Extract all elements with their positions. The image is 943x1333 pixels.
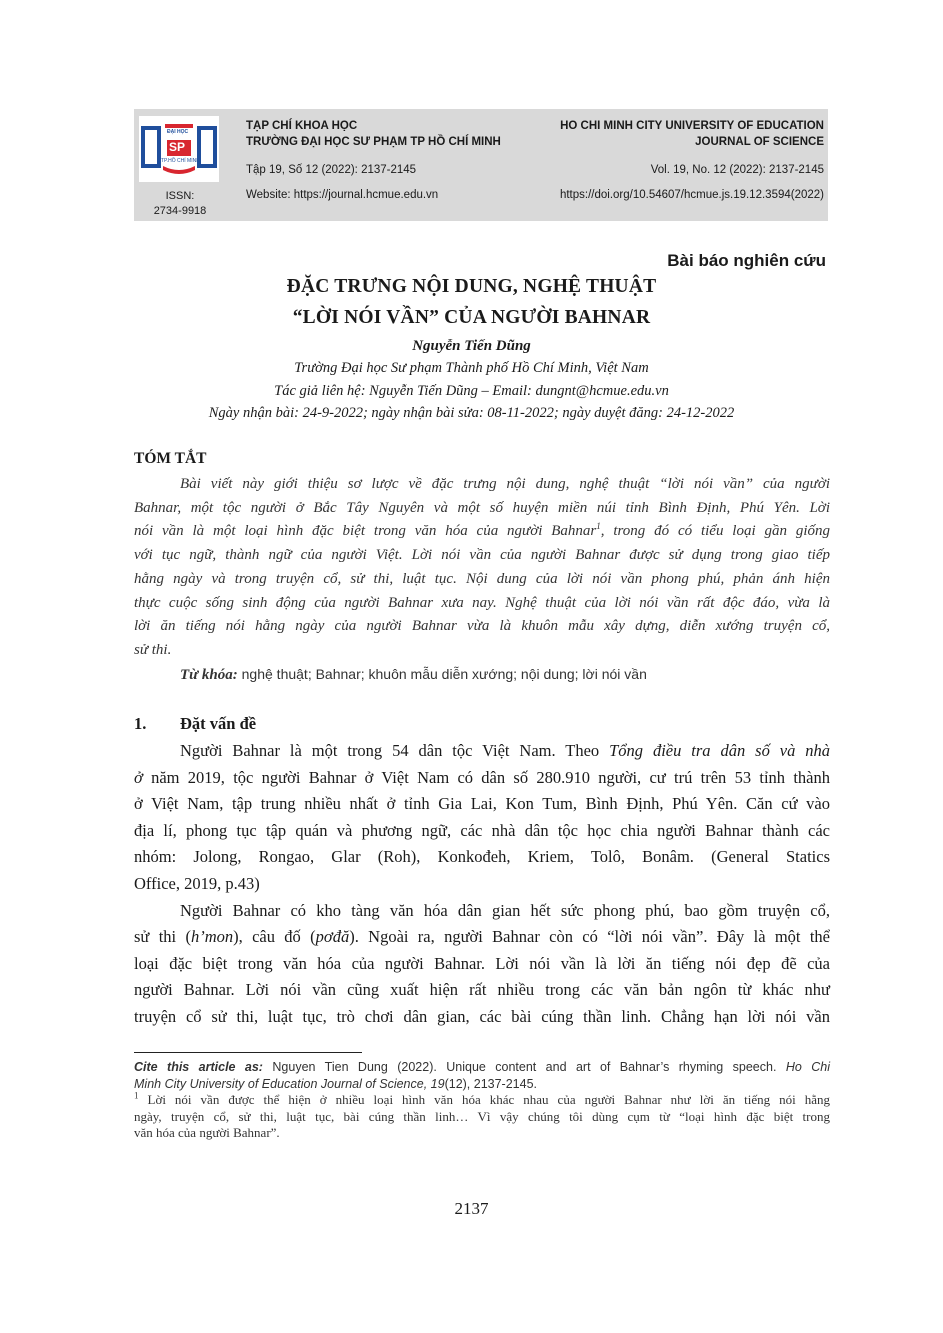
footnote-text: Lời nói vần được thể hiện ở nhiều loại hình văn hóa khác nhau của người Bahnar như lời ăn tiếng nói hằng	[138, 1092, 830, 1107]
body-line	[134, 924, 830, 951]
website-link[interactable]: Website: https://journal.hcmue.edu.vn	[246, 189, 439, 201]
footnote-1-line	[134, 1092, 830, 1109]
cite-text: (12), 2137-2145.	[444, 1076, 538, 1091]
body-line: Office, 2019, p.43)	[134, 873, 260, 893]
journal-name-vi-line2: TRƯỜNG ĐẠI HỌC SƯ PHẠM TP HỒ CHÍ MINH	[246, 136, 501, 148]
body-line-part: sử thi (	[134, 927, 191, 947]
citation-line	[134, 1076, 830, 1093]
footnote-divider	[134, 1052, 362, 1053]
logo-text-bottom: TP.HỒ CHÍ MINH	[161, 158, 200, 164]
body-line	[134, 765, 830, 792]
contact-author: Tác giả liên hệ: Nguyễn Tiến Dũng – Email: dungnt@hcmue.edu.vn	[274, 383, 669, 399]
term-poda: pơđă	[315, 927, 350, 947]
abstract-heading: TÓM TẮT	[134, 450, 207, 467]
volume-vi: Tập 19, Số 12 (2022): 2137-2145	[246, 164, 417, 176]
section-number: 1.	[134, 714, 147, 733]
submission-dates: Ngày nhận bài: 24-9-2022; ngày nhận bài sửa: 08-11-2022; ngày duyệt đăng: 24-12-2022	[208, 405, 735, 421]
doi-link[interactable]: https://doi.org/10.54607/hcmue.js.19.12.3594(2022)	[559, 189, 824, 201]
abstract-line: thực cuộc sống sinh động của người Bahnar xưa nay. Nghệ thuật của lời nói vần rất độc đáo, vừa là	[134, 594, 830, 611]
cite-text: Nguyen Tien Dung (2022). Unique content and art of Bahnar’s rhyming speech.	[262, 1060, 786, 1074]
survey-title: Tổng điều tra dân số và nhà	[609, 741, 830, 760]
logo-text-top: ĐẠI HỌC	[167, 129, 189, 135]
body-line: Người Bahnar có kho tàng văn hóa dân gian hết sức phong phú, bao gồm truyện cổ,	[180, 900, 830, 920]
abstract-line: lời ăn tiếng nói hằng ngày của người Bahnar vừa là khuôn mẫu xây dựng, diễn xướng truyện cổ,	[134, 618, 830, 635]
body-line: ở Việt Nam, tập trung nhiều nhất ở tỉnh Gia Lai, Kon Tum, Bình Định, Phú Yên. Căn cứ vào	[134, 794, 830, 814]
abstract-body	[134, 473, 830, 663]
issn-label: ISSN:	[165, 190, 195, 202]
abstract-line-part: nói vần là một loại hình đặc biệt trong văn hóa của người Bahnar	[134, 523, 597, 540]
journal-name-en-line1: HO CHI MINH CITY UNIVERSITY OF EDUCATION	[560, 120, 824, 132]
abstract-line: hằng ngày và trong truyện cổ, sử thi, luật tục. Nội dung của lời nói vần phong phú, phản ánh hiện	[134, 570, 830, 587]
article-title-line2: “LỜI NÓI VẦN” CỦA NGƯỜI BAHNAR	[292, 307, 651, 328]
volume-en: Vol. 19, No. 12 (2022): 2137-2145	[650, 164, 824, 176]
footnotes	[134, 1059, 830, 1142]
cite-journal: Ho Chi	[785, 1060, 830, 1074]
citation-line	[134, 1059, 830, 1076]
article-title-line1: ĐẶC TRƯNG NỘI DUNG, NGHỆ THUẬT	[286, 276, 657, 297]
abstract-line: Bahnar, một tộc người ở Bắc Tây Nguyên và một số huyện miền núi tỉnh Bình Định, Phú Yên. Lời	[134, 499, 830, 516]
author-affiliation: Trường Đại học Sư phạm Thành phố Hồ Chí Minh, Việt Nam	[294, 360, 649, 376]
university-logo	[139, 116, 219, 182]
section-body	[134, 738, 830, 1031]
abstract-line: với tục ngữ, thành ngữ của người Việt. Lời nói vần của người Bahnar được sử dụng trong giao tiếp	[134, 547, 830, 564]
abstract-line: Bài viết này giới thiệu sơ lược về đặc trưng nội dung, nghệ thuật “lời nói vần” của người	[180, 476, 830, 492]
logo-text-main: SP	[169, 140, 186, 154]
body-line: địa lí, phong tục tập quán và phương ngữ, các nhà dân tộc học chia người Bahnar thành các	[134, 820, 830, 840]
journal-name-vi-line1: TẠP CHÍ KHOA HỌC	[246, 120, 358, 132]
body-line-part: Người Bahnar là một trong 54 dân tộc Việt Nam. Theo	[180, 741, 610, 760]
abstract-line-part: , trong đó có tiểu loại gần giống	[600, 523, 830, 540]
body-line-part: ), câu đố (	[233, 927, 316, 947]
survey-title-end: ở	[134, 767, 143, 787]
abstract-line	[134, 520, 830, 544]
footnote-1-line: ngày, truyện cổ, sử thi, luật tục, bài cúng thần linh… Vì vậy chúng tôi dùng cụm từ “loại hình đặc biệt trong	[134, 1108, 830, 1124]
article-type: Bài báo nghiên cứu	[667, 251, 826, 270]
cite-label: Cite this article as:	[134, 1060, 263, 1074]
cite-journal: Minh City University of Education Journal of Science, 19	[134, 1076, 445, 1091]
keywords-label: Từ khóa:	[180, 667, 238, 683]
keywords	[180, 666, 647, 684]
footnote-1-line: văn hóa của người Bahnar”.	[134, 1125, 280, 1140]
section-heading: Đặt vấn đề	[180, 714, 257, 733]
journal-name-en-line2: JOURNAL OF SCIENCE	[695, 136, 824, 148]
issn-value: 2734-9918	[153, 205, 207, 217]
author-name: Nguyễn Tiến Dũng	[412, 338, 531, 354]
footnote-ref[interactable]: 1	[596, 521, 601, 532]
body-line: truyện cổ sử thi, luật tục, trò chơi dân gian, các bài cúng thần linh. Chẳng hạn lời nói vần	[134, 1006, 830, 1026]
abstract-line: sử thi.	[134, 641, 172, 658]
keywords-list: nghệ thuật; Bahnar; khuôn mẫu diễn xướng; nội dung; lời nói vần	[241, 666, 647, 682]
body-line-part: ). Ngoài ra, người Bahnar còn có “lời nói vần”. Đây là một thể	[349, 927, 831, 947]
footnote-number: 1	[134, 1090, 139, 1101]
body-line: nhóm: Jolong, Rongao, Glar (Roh), Konkođeh, Kriem, Tolô, Bonâm. (General Statics	[134, 847, 830, 867]
body-line: loại đặc biệt trong văn hóa của người Bahnar. Lời nói vần là lời ăn tiếng nói đẹp đẽ của	[134, 953, 830, 973]
body-line	[134, 738, 830, 765]
body-line-part: năm 2019, tộc người Bahnar ở Việt Nam có dân số 280.910 người, cư trú trên 53 tỉnh thành	[142, 767, 830, 787]
body-line: người Bahnar. Lời nói vần cũng xuất hiện rất nhiều trong các văn bản ngôn từ khác như	[134, 980, 830, 1000]
page-number: 2137	[454, 1199, 489, 1218]
term-hmon: h’mon	[190, 927, 234, 947]
